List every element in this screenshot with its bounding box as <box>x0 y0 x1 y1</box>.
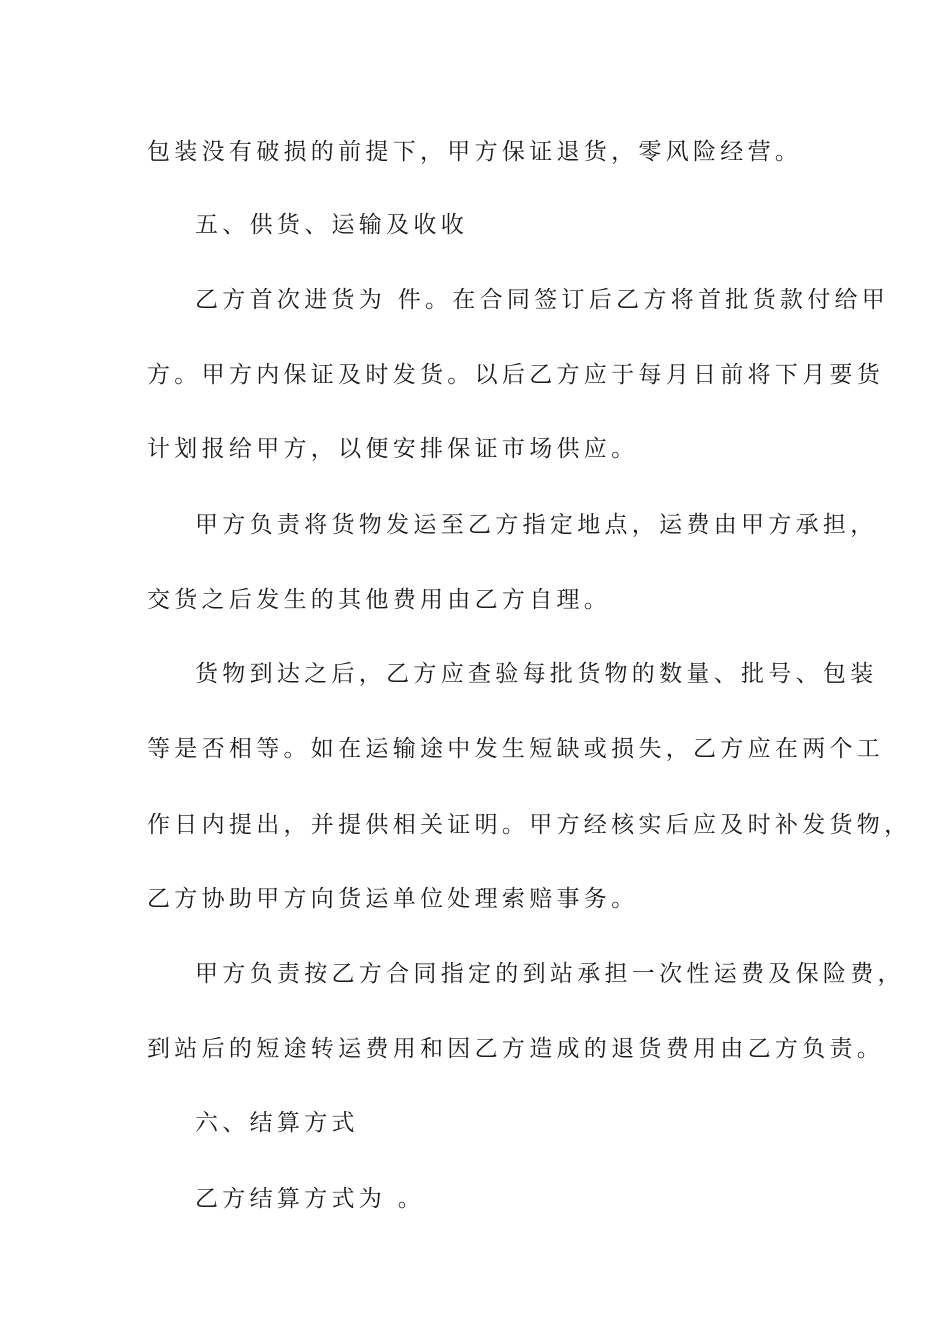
paragraph-line: 到站后的短途转运费用和因乙方造成的退货费用由乙方负责。 <box>147 1036 885 1062</box>
paragraph-line: 乙方协助甲方向货运单位处理索赔事务。 <box>147 886 639 912</box>
paragraph-line: 作日内提出，并提供相关证明。甲方经核实后应及时补发货物， <box>147 812 912 838</box>
paragraph-line: 甲方负责将货物发运至乙方指定地点，运费由甲方承担， <box>195 512 878 538</box>
paragraph-line: 方。甲方内保证及时发货。以后乙方应于每月日前将下月要货 <box>147 362 885 388</box>
paragraph-line: 包装没有破损的前提下，甲方保证退货，零风险经营。 <box>147 139 803 165</box>
paragraph-line: 交货之后发生的其他费用由乙方自理。 <box>147 587 612 613</box>
paragraph-line: 计划报给甲方，以便安排保证市场供应。 <box>147 436 639 462</box>
paragraph-line: 货物到达之后，乙方应查验每批货物的数量、批号、包装 <box>195 661 878 687</box>
paragraph-line: 甲方负责按乙方合同指定的到站承担一次性运费及保险费， <box>195 961 905 987</box>
section-heading-supply: 五、供货、运输及收收 <box>195 212 468 238</box>
section-heading-settlement: 六、结算方式 <box>195 1110 359 1136</box>
paragraph-line: 乙方结算方式为 。 <box>195 1186 426 1212</box>
paragraph-line: 等是否相等。如在运输途中发生短缺或损失，乙方应在两个工 <box>147 736 885 762</box>
paragraph-line: 乙方首次进货为 件。在合同签订后乙方将首批货款付给甲 <box>195 287 890 313</box>
